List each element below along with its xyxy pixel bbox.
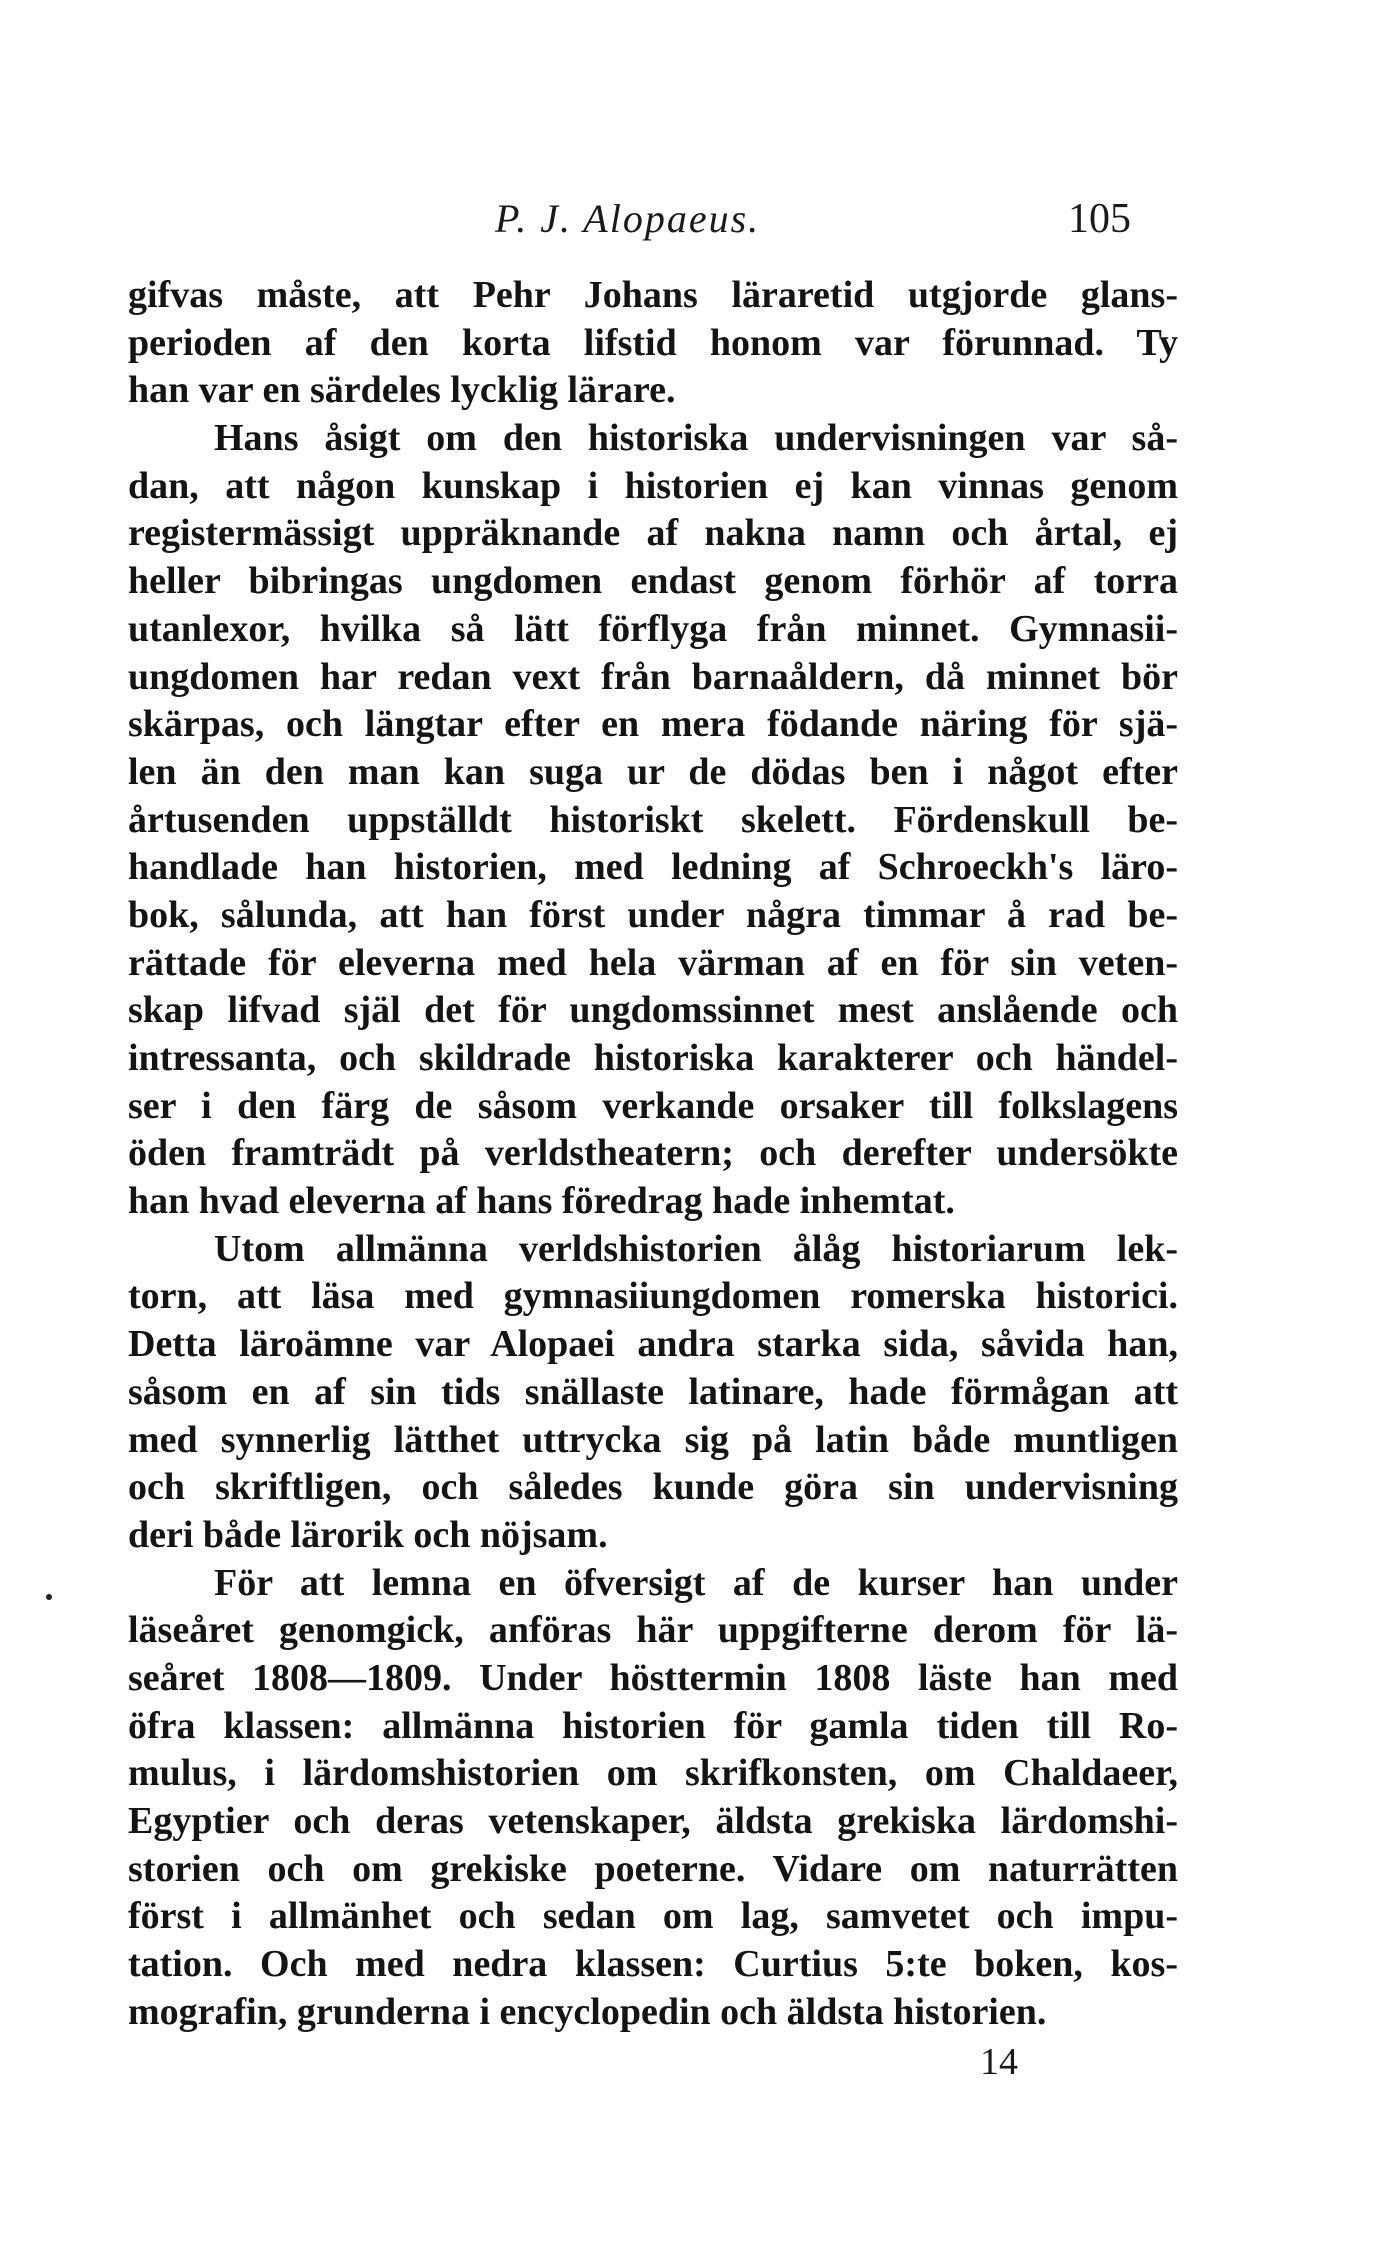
text-line: storien och om grekiske poeterne. Vidare om naturrätten <box>128 1847 1178 1890</box>
text-line: heller bibringas ungdomen endast genom förhör af torra <box>128 560 1178 603</box>
text-line: bok, sålunda, att han först under några timmar å rad be- <box>128 893 1178 936</box>
text-line: Detta läroämne var Alopaei andra starka sida, såvida han, <box>128 1323 1178 1366</box>
printer-signature-mark: 14 <box>980 2041 1018 2083</box>
stray-ink-mark <box>46 1594 52 1600</box>
text-line: skärpas, och längtar efter en mera födande näring för sjä- <box>128 703 1178 746</box>
text-line: len än den man kan suga ur de dödas ben i något efter <box>128 750 1178 793</box>
text-line: öfra klassen: allmänna historien för gamla tiden till Ro- <box>128 1704 1178 1747</box>
text-line: Egyptier och deras vetenskaper, äldsta grekiska lärdomshi- <box>128 1800 1178 1842</box>
text-line: tation. Och med nedra klassen: Curtius 5:te boken, kos- <box>128 1943 1178 1986</box>
text-line: mografin, grunderna i encyclopedin och äldsta historien. <box>128 1990 1047 2033</box>
page-header <box>0 195 1400 255</box>
text-line: skap lifvad själ det för ungdomssinnet mest anslående och <box>128 989 1178 1032</box>
text-line: Hans åsigt om den historiska undervisningen var så- <box>214 417 1178 460</box>
text-line: Utom allmänna verldshistorien ålåg historiarum lek- <box>214 1227 1178 1270</box>
text-line: intressanta, och skildrade historiska karakterer och händel- <box>128 1037 1178 1079</box>
text-line: rättade för eleverna med hela värman af en för sin veten- <box>128 941 1178 984</box>
text-line: mulus, i lärdomshistorien om skrifkonsten, om Chaldaeer, <box>128 1752 1178 1795</box>
text-line: och skriftligen, och således kunde göra sin undervisning <box>128 1466 1178 1509</box>
text-line: utanlexor, hvilka så lätt förflyga från minnet. Gymnasii- <box>128 607 1178 650</box>
text-line: deri både lärorik och nöjsam. <box>128 1513 608 1556</box>
text-line: handlade han historien, med ledning af Schroeckh's läro- <box>128 846 1178 889</box>
text-line: seåret 1808—1809. Under hösttermin 1808 läste han med <box>128 1656 1178 1699</box>
text-line: han hvad eleverna af hans föredrag hade inhemtat. <box>128 1180 955 1223</box>
text-line: dan, att någon kunskap i historien ej kan vinnas genom <box>128 464 1178 507</box>
text-line: ser i den färg de såsom verkande orsaker till folkslagens <box>128 1084 1178 1127</box>
text-line: gifvas måste, att Pehr Johans läraretid utgjorde glans- <box>128 274 1178 316</box>
text-line: såsom en af sin tids snällaste latinare, hade förmågan att <box>128 1370 1178 1413</box>
text-line: han var en särdeles lycklig lärare. <box>128 369 676 412</box>
text-line: först i allmänhet och sedan om lag, samvetet och impu- <box>128 1895 1178 1938</box>
text-line: med synnerlig lätthet uttrycka sig på latin både muntligen <box>128 1418 1178 1461</box>
text-line: registermässigt uppräknande af nakna namn och årtal, ej <box>128 512 1178 555</box>
text-line: torn, att läsa med gymnasiiungdomen romerska historici. <box>128 1275 1178 1318</box>
running-head: P. J. Alopaeus. <box>495 196 761 241</box>
text-line: öden framträdt på verldstheatern; och derefter undersökte <box>128 1132 1178 1175</box>
text-line: årtusenden uppställdt historiskt skelett. Fördenskull be- <box>128 798 1178 841</box>
text-line: ungdomen har redan vext från barnaåldern, då minnet bör <box>128 655 1178 698</box>
page-number: 105 <box>1068 196 1131 242</box>
body-text <box>128 272 1178 2036</box>
text-line: perioden af den korta lifstid honom var förunnad. Ty <box>128 321 1178 364</box>
text-line: För att lemna en öfversigt af de kurser han under <box>214 1561 1178 1604</box>
text-line: läseåret genomgick, anföras här uppgifterne derom för lä- <box>128 1609 1178 1652</box>
